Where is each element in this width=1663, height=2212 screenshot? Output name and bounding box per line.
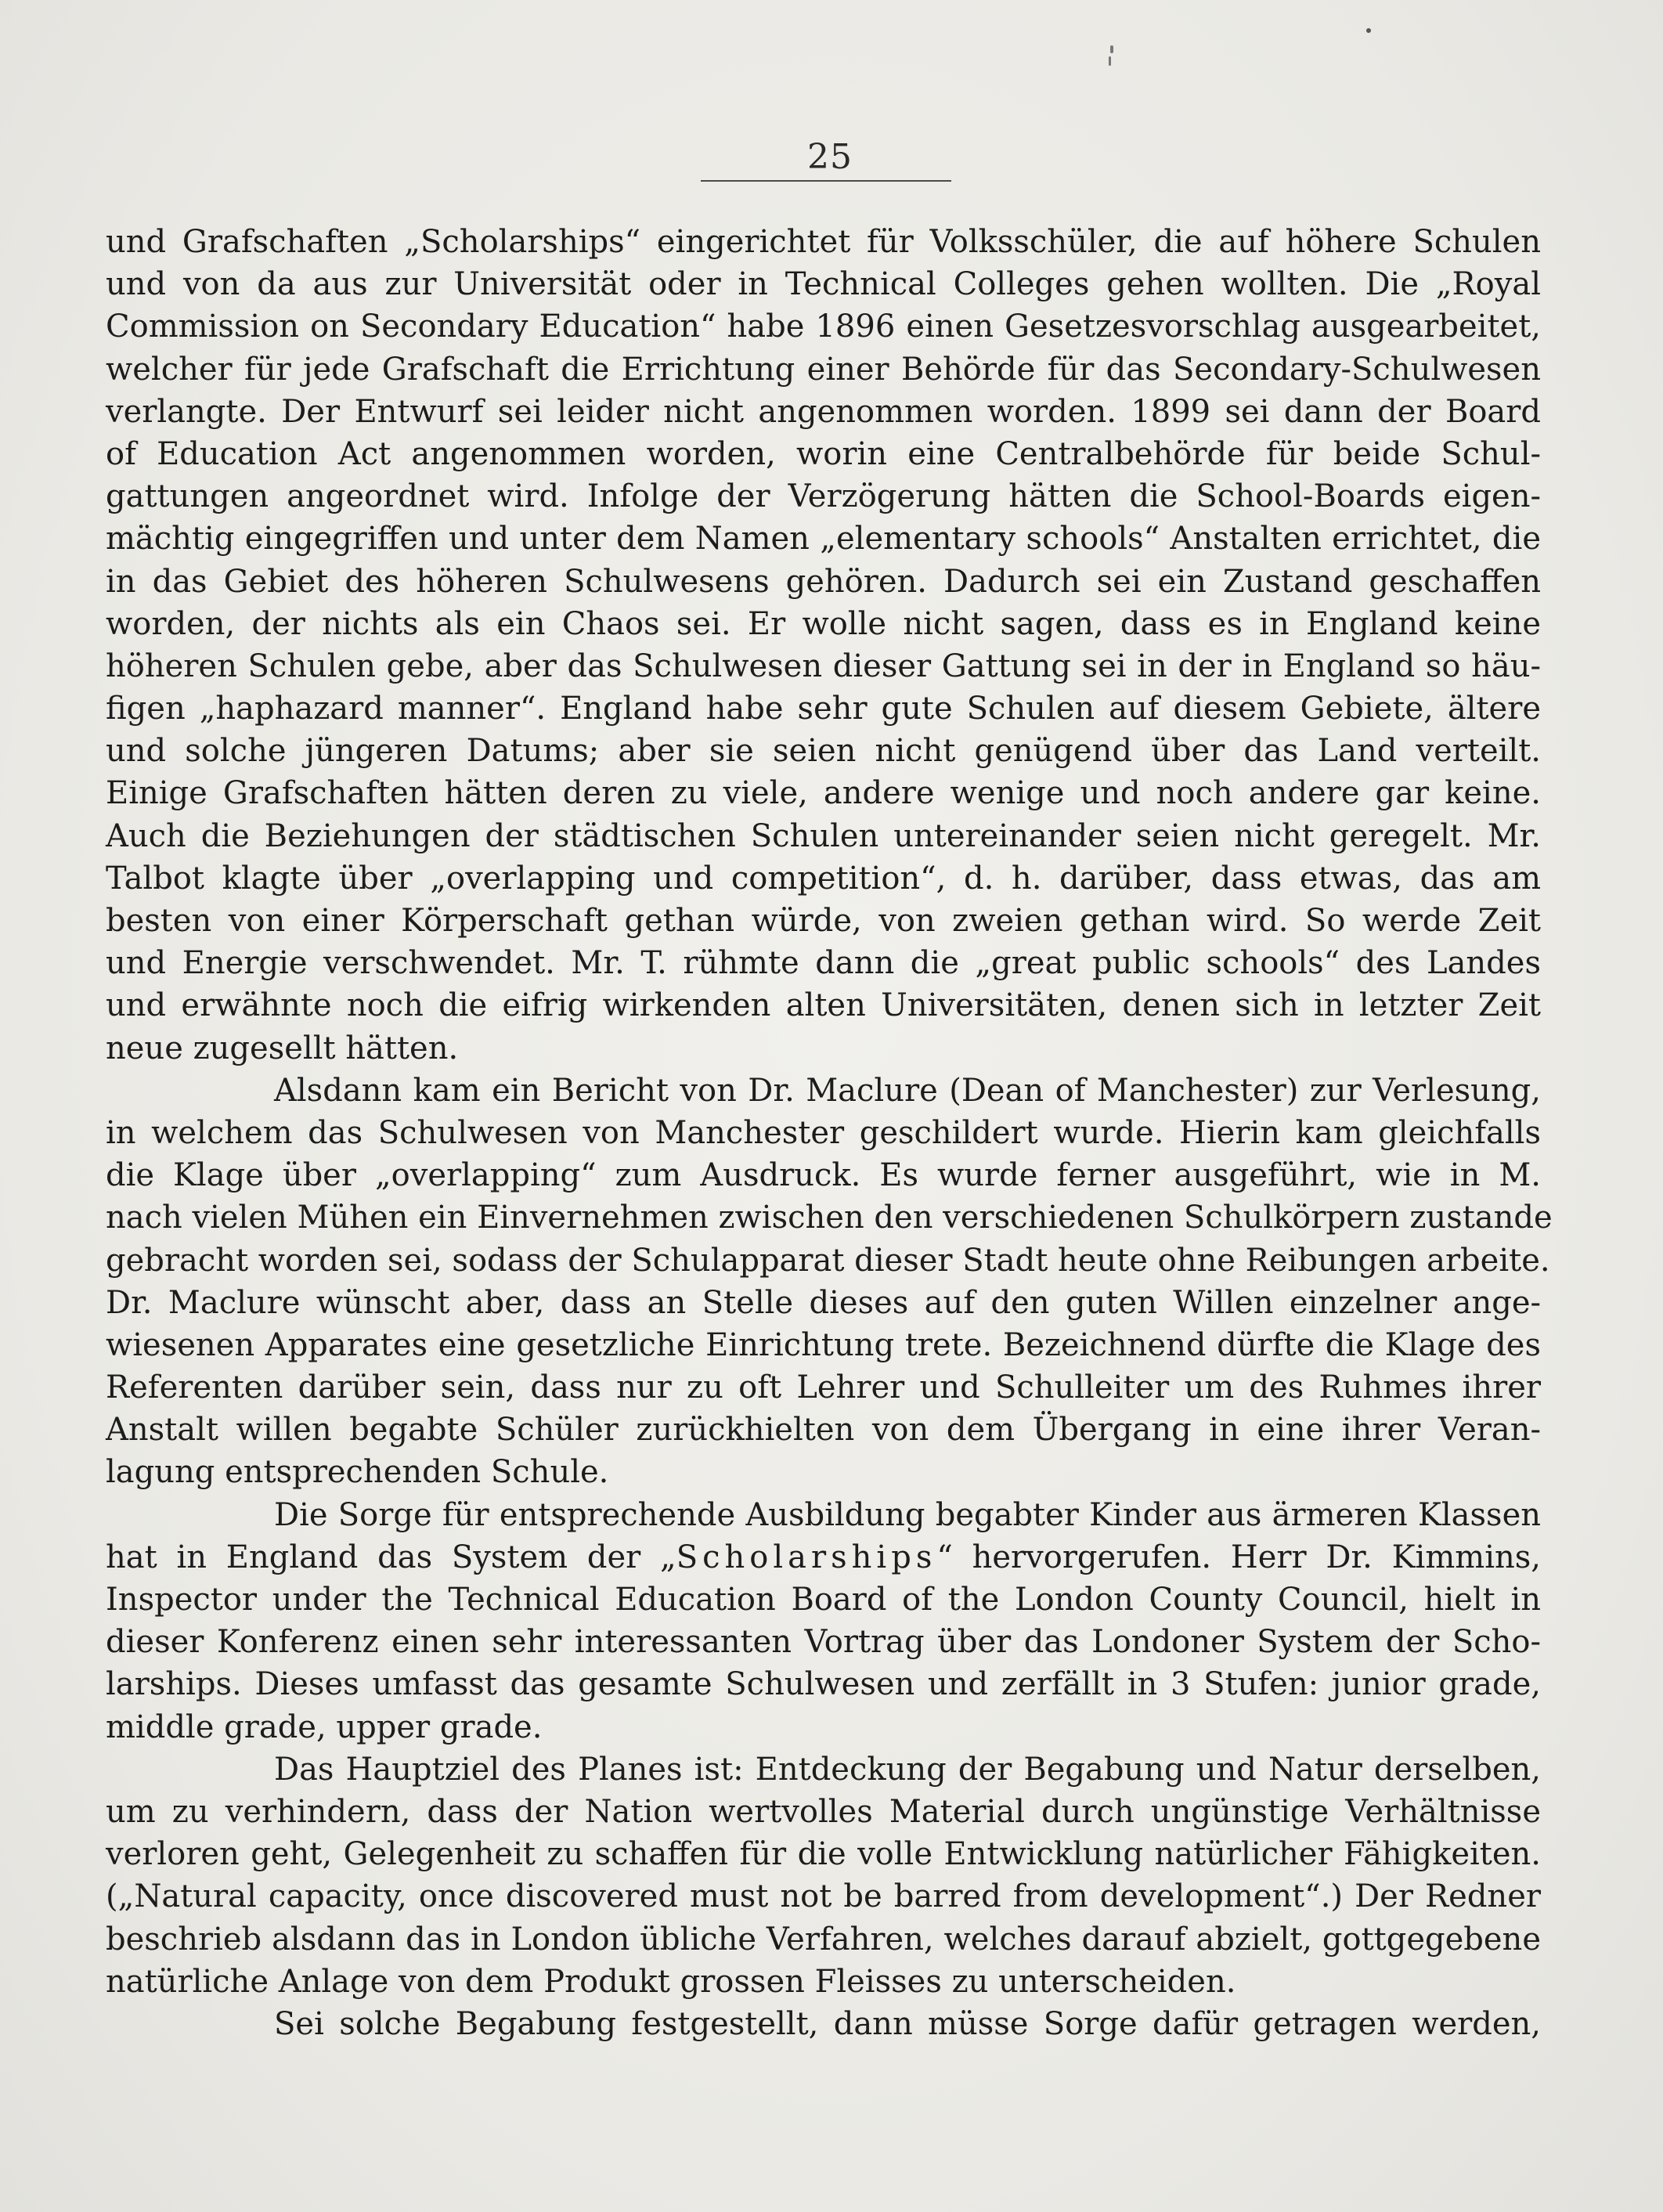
text-line: Inspector under the Technical Education Board of the London County Council, hielt in [106, 1582, 1541, 1618]
text-line: besten von einer Körperschaft gethan würde, von zweien gethan wird. So werde Zeit [106, 903, 1541, 939]
text-line: Dr. Maclure wünscht aber, dass an Stelle dieses auf den guten Willen einzelner ange- [106, 1284, 1541, 1321]
paragraph [106, 1494, 1541, 1748]
text-line: Talbot klagte über „overlapping und competition“, d. h. darüber, dass etwas, das am [106, 860, 1541, 897]
paragraph [106, 1070, 1553, 1494]
text-line: Das Hauptziel des Planes ist: Entdeckung der Begabung und Natur derselben, [274, 1751, 1541, 1788]
text-line: in welchem das Schulwesen von Manchester geschildert wurde. Hierin kam gleichfalls [106, 1114, 1541, 1151]
header-rule [701, 180, 951, 182]
text-line: die Klage über „overlapping“ zum Ausdruck. Es wurde ferner ausgeführt, wie in M. [106, 1157, 1541, 1194]
text-line: beschrieb alsdann das in London übliche Verfahren, welches darauf abzielt, gottgegebene [106, 1921, 1541, 1958]
text-line: um zu verhindern, dass der Nation wertvolles Material durch ungünstige Verhältnisse [106, 1793, 1541, 1830]
text-line: Auch die Beziehungen der städtischen Schulen untereinander seien nicht geregelt. Mr. [106, 817, 1541, 854]
text-line: verlangte. Der Entwurf sei leider nicht angenommen worden. 1899 sei dann der Board [106, 393, 1541, 430]
ink-speck [1110, 45, 1113, 53]
text-line: und solche jüngeren Datums; aber sie seien nicht genügend über das Land verteilt. [106, 733, 1541, 770]
text-line: welcher für jede Grafschaft die Errichtung einer Behörde für das Secondary-Schulwesen [106, 351, 1541, 388]
spaced-term: Scholarships [676, 1539, 937, 1575]
text-line: Einige Grafschaften hätten deren zu viele, andere wenige und noch andere gar keine. [106, 775, 1541, 812]
text-fragment: “ hervorgerufen. Herr Dr. Kimmins, [936, 1539, 1541, 1575]
text-line: höheren Schulen gebe, aber das Schulwesen dieser Gattung sei in der in England so häu- [106, 648, 1541, 684]
text-line: und erwähnte noch die eifrig wirkenden alten Universitäten, denen sich in letzter Zeit [106, 987, 1541, 1024]
text-line: in das Gebiet des höheren Schulwesens gehören. Dadurch sei ein Zustand geschaffen [106, 563, 1541, 600]
page-number: 25 [807, 137, 853, 177]
text-line: und von da aus zur Universität oder in Technical Colleges gehen wollten. Die „Royal [106, 266, 1541, 303]
body-text [106, 221, 1553, 2045]
text-line: figen „haphazard manner“. England habe sehr gute Schulen auf diesem Gebiete, ältere [106, 691, 1541, 727]
text-line: Sei solche Begabung festgestellt, dann müsse Sorge dafür getragen werden, [274, 2005, 1541, 2042]
text-line: („Natural capacity, once discovered must not be barred from development“.) Der Redner [106, 1878, 1541, 1915]
text-line: lagung entsprechenden Schule. [106, 1454, 609, 1491]
ink-speck [1109, 56, 1111, 66]
text-line: of Education Act angenommen worden, worin eine Centralbehörde für beide Schul- [106, 435, 1541, 472]
text-line: natürliche Anlage von dem Produkt grossen Fleisses zu unterscheiden. [106, 1963, 1236, 2000]
text-line: und Energie verschwendet. Mr. T. rühmte dann die „great public schools“ des Landes [106, 945, 1541, 982]
text-line: dieser Konferenz einen sehr interessanten Vortrag über das Londoner System der Scho- [106, 1624, 1541, 1661]
text-line: middle grade, upper grade. [106, 1709, 543, 1745]
text-line: neue zugesellt hätten. [106, 1030, 459, 1066]
text-line: Anstalt willen begabte Schüler zurückhielten von dem Übergang in eine ihrer Veran- [106, 1412, 1541, 1449]
text-line: verloren geht, Gelegenheit zu schaffen für die volle Entwicklung natürlicher Fähigkeiten. [106, 1836, 1541, 1873]
text-line: Alsdann kam ein Bericht von Dr. Maclure (Dean of Manchester) zur Verlesung, [274, 1072, 1541, 1109]
text-fragment: hat in England das System der „ [106, 1539, 676, 1575]
text-line: Referenten darüber sein, dass nur zu oft Lehrer und Schulleiter um des Ruhmes ihrer [106, 1369, 1541, 1406]
text-line: worden, der nichts als ein Chaos sei. Er wolle nicht sagen, dass es in England keine [106, 605, 1541, 642]
text-line: Commission on Secondary Education“ habe 1896 einen Gesetzesvorschlag ausgearbeitet, [106, 309, 1541, 345]
paragraph [106, 221, 1541, 1070]
ink-speck [1366, 28, 1371, 33]
text-line: nach vielen Mühen ein Einvernehmen zwischen den verschiedenen Schulkörpern zustande [106, 1200, 1553, 1236]
text-line: gattungen angeordnet wird. Infolge der Verzögerung hätten die School-Boards eigen- [106, 478, 1541, 515]
text-line: wiesenen Apparates eine gesetzliche Einrichtung trete. Bezeichnend dürfte die Klage des [106, 1326, 1541, 1363]
text-line [106, 1536, 1541, 1579]
paragraph [106, 2003, 1541, 2045]
text-line: gebracht worden sei, sodass der Schulapparat dieser Stadt heute ohne Reibungen arbeite. [106, 1242, 1550, 1279]
text-line: mächtig eingegriffen und unter dem Namen „elementary schools“ Anstalten errichtet, die [106, 521, 1541, 558]
text-line: Die Sorge für entsprechende Ausbildung begabter Kinder aus ärmeren Klassen [274, 1496, 1541, 1533]
text-line: und Grafschaften „Scholarships“ eingerichtet für Volksschüler, die auf höhere Schulen [106, 224, 1541, 260]
paragraph [106, 1748, 1541, 2003]
text-line: larships. Dieses umfasst das gesamte Schulwesen und zerfällt in 3 Stufen: junior grade, [106, 1666, 1541, 1703]
